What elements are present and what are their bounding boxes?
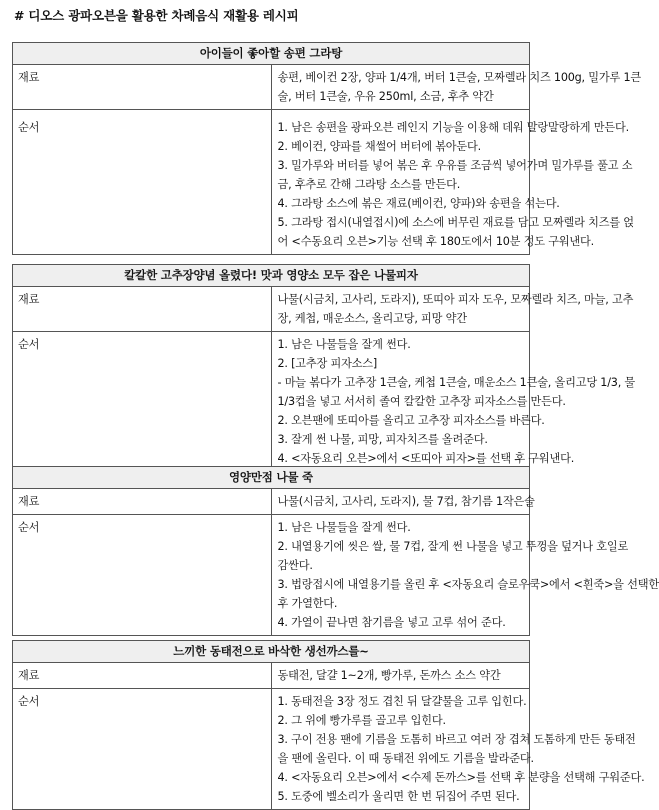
ingredients-line: 송편, 베이컨 2장, 양파 1/4개, 버터 1큰술, 모짜렐라 치즈 100g, 밀가루 1큰 xyxy=(277,71,641,84)
ingredients-line: 장, 케첩, 매운소스, 올리고당, 피망 약간 xyxy=(277,312,467,325)
document-title: # 디오스 광파오븐을 활용한 차례음식 재활용 레시피 xyxy=(14,8,299,23)
step-line: 5. 그라탕 접시(내열접시)에 소스에 버무린 재료를 담고 모짜렐라 치즈를 얹 xyxy=(277,216,634,229)
ingredients-cell xyxy=(271,663,530,689)
ingredients-line: 동태전, 달걀 1~2개, 빵가루, 돈까스 소스 약간 xyxy=(277,669,501,682)
steps-cell xyxy=(271,110,634,255)
step-line: 2. 내열용기에 씻은 쌀, 물 7컵, 잘게 썬 나물을 넣고 뚜껑을 덮거나 호일로 xyxy=(277,540,629,553)
ingredients-label: 재료 xyxy=(13,489,272,515)
ingredients-label: 재료 xyxy=(13,65,272,110)
steps-cell xyxy=(271,332,636,472)
step-line: 3. 법랑접시에 내열용기를 올린 후 <자동요리 슬로우쿡>에서 <흰죽>을 선택한 xyxy=(277,578,659,591)
step-line: 3. 구이 전용 팬에 기름을 도톰히 바르고 여러 장 겹쳐 도톰하게 만든 동태전 xyxy=(277,733,636,746)
ingredients-label: 재료 xyxy=(13,663,272,689)
step-line: 4. <자동요리 오븐>에서 <또띠아 피자>를 선택 후 구워낸다. xyxy=(277,452,575,465)
step-line: 2. [고추장 피자소스] xyxy=(277,357,378,370)
recipe-table xyxy=(12,264,636,472)
step-line: 3. 잘게 썬 나물, 피망, 피자치즈를 올려준다. xyxy=(277,433,488,446)
steps-label: 순서 xyxy=(13,515,272,636)
step-line: - 마늘 볶다가 고추장 1큰술, 케첩 1큰술, 매운소스 1큰술, 올리고당 1/3, 물 xyxy=(277,376,636,389)
step-line: 3. 밀가루와 버터를 넣어 볶은 후 우유를 조금씩 넣어가며 밀가루를 풀고 소 xyxy=(277,159,633,172)
step-line: 4. 그라탕 소스에 볶은 재료(베이컨, 양파)와 송편을 섞는다. xyxy=(277,197,560,210)
step-line: 2. 베이컨, 양파를 채썰어 버터에 볶아둔다. xyxy=(277,140,481,153)
step-line: 감싼다. xyxy=(277,559,313,572)
ingredients-cell xyxy=(271,287,634,332)
ingredients-cell xyxy=(271,489,535,515)
step-line: 1. 동태전을 3장 정도 겹친 뒤 달걀물을 고루 입힌다. xyxy=(277,695,527,708)
step-line: 1. 남은 나물들을 잘게 썬다. xyxy=(277,338,411,351)
steps-label: 순서 xyxy=(13,332,272,472)
ingredients-line: 나물(시금치, 고사리, 도라지), 또띠아 피자 도우, 모짜렐라 치즈, 마늘, 고추 xyxy=(277,293,634,306)
recipe-table xyxy=(12,42,641,255)
recipe-table xyxy=(12,466,659,636)
step-line: 2. 오븐팬에 또띠아를 올리고 고추장 피자소스를 바른다. xyxy=(277,414,545,427)
step-line: 5. 도중에 벨소리가 울리면 한 번 뒤집어 주면 된다. xyxy=(277,790,520,803)
ingredients-label: 재료 xyxy=(13,287,272,332)
steps-cell xyxy=(271,515,659,636)
step-line: 2. 그 위에 빵가루를 골고루 입힌다. xyxy=(277,714,446,727)
ingredients-cell xyxy=(271,65,641,110)
step-line: 을 팬에 올린다. 이 때 동태전 위에도 기름을 발라준다. xyxy=(277,752,534,765)
ingredients-line: 술, 버터 1큰술, 우유 250ml, 소금, 후추 약간 xyxy=(277,90,494,103)
step-line: 금, 후추로 간해 그라탕 소스를 만든다. xyxy=(277,178,461,191)
steps-label: 순서 xyxy=(13,110,272,255)
step-line: 어 <수동요리 오븐>기능 선택 후 180도에서 10분 정도 구워낸다. xyxy=(277,235,595,248)
step-line: 4. 가열이 끝나면 참기름을 넣고 고루 섞어 준다. xyxy=(277,616,506,629)
step-line: 후 가열한다. xyxy=(277,597,338,610)
recipe-title: 영양만점 나물 죽 xyxy=(13,467,530,489)
recipe-table xyxy=(12,640,645,810)
ingredients-line: 나물(시금치, 고사리, 도라지), 물 7컵, 참기름 1작은술 xyxy=(277,495,535,508)
step-line: 1/3컵을 넣고 서서히 졸여 칼칼한 고추장 피자소스를 만든다. xyxy=(277,395,566,408)
recipe-title: 칼칼한 고추장양념 올렸다! 맛과 영양소 모두 잡은 나물피자 xyxy=(13,265,530,287)
recipe-title: 아이들이 좋아할 송편 그라탕 xyxy=(13,43,530,65)
step-line: 1. 남은 나물들을 잘게 썬다. xyxy=(277,521,411,534)
steps-label: 순서 xyxy=(13,689,272,810)
recipe-title: 느끼한 동태전으로 바삭한 생선까스를~ xyxy=(13,641,530,663)
steps-cell xyxy=(271,689,645,810)
step-line: 1. 남은 송편을 광파오븐 레인지 기능을 이용해 데워 말랑말랑하게 만든다. xyxy=(277,121,629,134)
step-line: 4. <자동요리 오븐>에서 <수제 돈까스>를 선택 후 분량을 선택해 구워준다. xyxy=(277,771,645,784)
